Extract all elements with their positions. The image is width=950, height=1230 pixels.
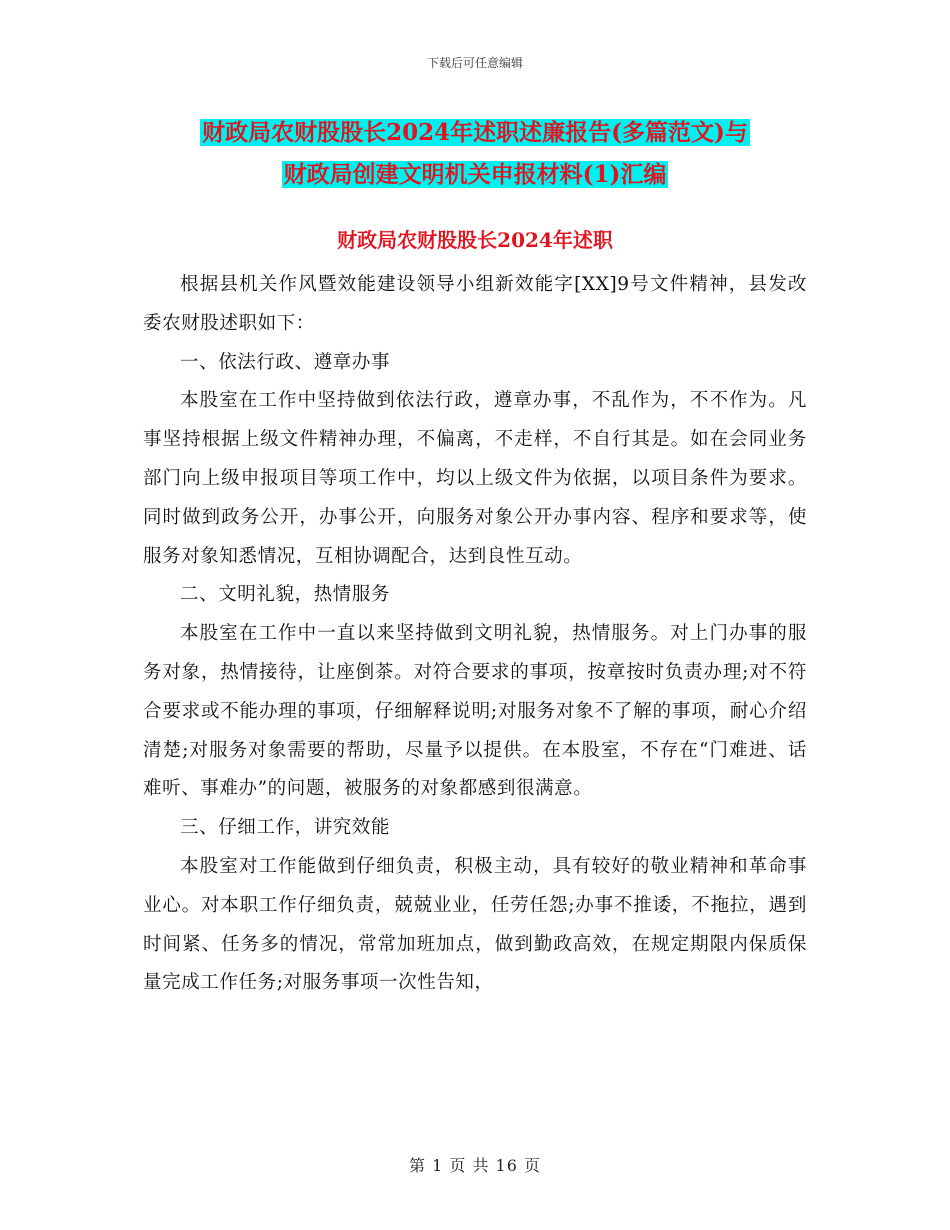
document-title-line-1 [60,112,890,154]
page-number: 第 1 页 共 16 页 [409,1156,541,1175]
document-body [143,266,807,1003]
document-title [60,112,890,196]
paragraph-intro: 根据县机关作风暨效能建设领导小组新效能字[XX]9号文件精神，县发改委农财股述职如下： [143,274,807,334]
title-highlight-1: 财政局农财股股长2024年述职述廉报告(多篇范文)与 [202,119,748,146]
section-title: 财政局农财股股长2024年述职 [337,228,613,252]
document-title-line-2 [60,154,890,196]
heading-3: 三、仔细工作，讲究效能 [180,817,391,839]
paragraph-2: 本股室在工作中一直以来坚持做到文明礼貌，热情服务。对上门办事的服务对象，热情接待，让座倒茶。对符合要求的事项，按章按时负责办理;对不符合要求或不能办理的事项，仔细解释说明;对服务对象不了解的事项，耐心介绍清楚;对服务对象需要的帮助，尽量予以提供。在本股室，不存在“门难进、话难听、事难办”的问题，被服务的对象都感到很满意。 [143,623,807,800]
paragraph-1: 本股室在工作中坚持做到依法行政，遵章办事，不乱作为，不不作为。凡事坚持根据上级文件精神办理，不偏离，不走样，不自行其是。如在会同业务部门向上级申报项目等项工作中，均以上级文件为依据，以项目条件为要求。同时做到政务公开，办事公开，向服务对象公开办事内容、程序和要求等，使服务对象知悉情况，互相协调配合，达到良性互动。 [143,390,807,567]
title-highlight-2: 财政局创建文明机关申报材料(1)汇编 [283,161,667,188]
page-header-note: 下载后可任意编辑 [426,56,523,70]
heading-1: 一、依法行政、遵章办事 [180,351,391,373]
paragraph-3: 本股室对工作能做到仔细负责，积极主动，具有较好的敬业精神和革命事业心。对本职工作仔细负责，兢兢业业，任劳任怨;办事不推诿，不拖拉，遇到时间紧、任务多的情况，常常加班加点，做到勤政高效，在规定期限内保质保量完成工作任务;对服务事项一次性告知， [143,855,807,994]
heading-2: 二、文明礼貌，热情服务 [180,584,391,606]
